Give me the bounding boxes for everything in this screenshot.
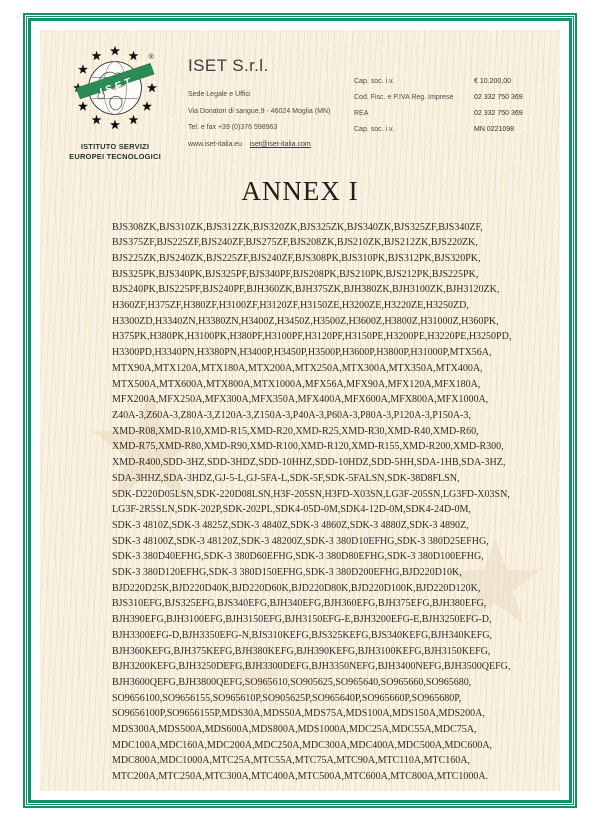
page-border-frame — [23, 13, 577, 808]
code-line: MTX90A,MTX120A,MTX180A,MTX200A,MTX250A,MTX300A,MTX350A,MTX400A, — [112, 362, 483, 374]
company-address-label: Sede Legale e Uffici — [188, 91, 251, 98]
registry-row — [354, 94, 548, 101]
company-info-column — [174, 44, 354, 162]
code-line: H3300PD,H3340PN,H3380PN,H3400P,H3450P,H3500P,H3600P,H3800P,H31000P,MTX56A, — [112, 347, 492, 359]
code-line: BJH3200KEFG,BJH3250DEFG,BJH3300DEFG,BJH3350NEFG,BJH3400NEFG,BJH3500QEFG, — [112, 661, 511, 673]
registry-label: Cap. soc. i.v. — [354, 78, 394, 85]
code-line: BJS308ZK,BJS310ZK,BJS312ZK,BJS320ZK,BJS325ZK,BJS340ZK,BJS325ZF,BJS340ZF, — [112, 221, 483, 233]
code-line: BJH390EFG,BJH3100EFG,BJH3150EFG,BJH3150EFG-E,BJH3200EFG-E,BJH3250EFG-D, — [112, 614, 492, 626]
code-line: H375PK,H380PK,H3100PK,H380PF,H3100PF,H3120PF,H3150PE,H3200PE,H3220PE,H3250PD, — [112, 331, 512, 343]
logo-caption-line2: EUROPEI TECNOLOGICI — [69, 151, 161, 161]
code-line: MDS300A,MDS500A,MDS600A,MDS800A,MDS1000A,MDC25A,MDC55A,MDC75A, — [112, 724, 477, 736]
code-line: MTC200A,MTC250A,MTC300A,MTC400A,MTC500A,MTC600A,MTC800A,MTC1000A. — [112, 771, 489, 783]
code-line: BJS240PK,BJS225PF,BJS240PF,BJH360ZK,BJH375ZK,BJH380ZK,BJH3100ZK,BJH3120ZK, — [112, 284, 500, 296]
company-phone: Tel. e fax +39 (0)376 598963 — [188, 124, 278, 132]
registry-row — [354, 78, 548, 85]
registry-label: REA — [354, 110, 369, 117]
code-line: SO9656100P,SO9656155P,MDS30A,MDS50A,MDS75A,MDS100A,MDS150A,MDS200A, — [112, 708, 485, 720]
company-email-link[interactable]: iset@iset-italia.com — [249, 140, 311, 148]
code-line: MDC100A,MDC160A,MDC200A,MDC250A,MDC300A,MDC400A,MDC500A,MDC600A, — [112, 739, 493, 751]
code-line: BJS310EFG,BJS325EFG,BJS340EFG,BJH340EFG,BJH360EFG,BJH375EFG,BJH380EFG, — [112, 598, 487, 610]
code-line: XMD-R08,XMD-R10,XMD-R15,XMD-R20,XMD-R25,XMD-R30,XMD-R40,XMD-R60, — [112, 425, 479, 437]
logo-caption — [56, 142, 174, 162]
registry-label: Cap. soc. i.v. — [354, 126, 394, 133]
code-line: MTX500A,MTX600A,MTX800A,MTX1000A,MFX56A,MFX90A,MFX120A,MFX180A, — [112, 378, 481, 390]
company-address: Via Donatori di sangue,9 - 46024 Moglia (MN) — [188, 107, 331, 115]
annex-title: ANNEX I — [241, 175, 359, 206]
code-line: H3300ZD,H3340ZN,H3380ZN,H3400Z,H3450Z,H3500Z,H3600Z,H3800Z,H31000Z,H360PK, — [112, 315, 499, 327]
code-line: LG3F-2R5SLN,SDK-202P,SDK-202PL,SDK4-05D-0M,SDK4-12D-0M,SDK4-24D-0M, — [112, 504, 471, 516]
code-line: BJH3600QEFG,BJH3800QEFG,SO965610,SO905625,SO965640,SO965660,SO965680, — [112, 676, 472, 688]
code-line: XMD-R400,SDD-3HZ,SDD-3HDZ,SDD-10HHZ,SDD-10HDZ,SDD-5HH,SDA-1HB,SDA-3HZ, — [112, 457, 506, 469]
code-line: BJH360KEFG,BJH375KEFG,BJH380KEFG,BJH390KEFG,BJH3100KEFG,BJH3150KEFG, — [112, 645, 491, 657]
code-line: BJS375ZF,BJS225ZF,BJS240ZF,BJS275ZF,BJS208ZK,BJS210ZK,BJS212ZK,BJS220ZK, — [112, 237, 478, 249]
iset-globe-logo-icon — [71, 44, 159, 132]
code-line: SDK-3 4810Z,SDK-3 4825Z,SDK-3 4840Z,SDK-3 4860Z,SDK-3 4880Z,SDK-3 4890Z, — [112, 519, 469, 531]
logo-block — [56, 44, 174, 162]
code-line: SDK-D220D05LSN,SDK-220D08LSN,H3F-205SN,H3FD-X03SN,LG3F-205SN,LG3FD-X03SN, — [112, 488, 510, 500]
registry-row — [354, 110, 548, 117]
code-line: MFX200A,MFX250A,MFX300A,MFX350A,MFX400A,MFX600A,MFX800A,MFX1000A, — [112, 394, 489, 406]
registry-value: € 10.200,00 — [474, 78, 511, 85]
logo-banner-text: ISET — [97, 75, 136, 99]
registry-value: 02 332 750 369 — [474, 94, 523, 101]
product-code-list — [112, 220, 512, 785]
company-web-email — [188, 141, 354, 149]
logo-caption-line1: ISTITUTO SERVIZI — [80, 142, 150, 151]
letterhead-paper — [40, 30, 560, 791]
code-line: SDA-3HHZ,SDA-3HDZ,GJ-5-L,GJ-5FA-L,SDK-5F,SDK-5FALSN,SDK-38D8FLSN, — [112, 472, 460, 484]
code-line: SDK-3 48100Z,SDK-3 48120Z,SDK-3 48200Z,SDK-3 380D10EFHG,SDK-3 380D25EFHG, — [112, 535, 489, 547]
code-line: SDK-3 380D40EFHG,SDK-3 380D60EFHG,SDK-3 380D80EFHG,SDK-3 380D100EFHG, — [112, 551, 484, 563]
registry-row — [354, 126, 548, 133]
registry-label: Cod. Fisc. e P.IVA Reg. Imprese — [354, 94, 454, 101]
code-line: BJH3300EFG-D,BJH3350EFG-N,BJS310KEFG,BJS325KEFG,BJS340KEFG,BJH340KEFG, — [112, 629, 493, 641]
registry-value: 02 332 750 369 — [474, 110, 523, 117]
code-line: SDK-3 380D120EFHG,SDK-3 380D150EFHG,SDK-3 380D200EFHG,BJD220D10K, — [112, 567, 462, 579]
code-line: XMD-R75,XMD-R80,XMD-R90,XMD-R100,XMD-R120,XMD-R155,XMD-R200,XMD-R300, — [112, 441, 504, 453]
code-line: Z40A-3,Z60A-3,Z80A-3,Z120A-3,Z150A-3,P40A-3,P60A-3,P80A-3,P120A-3,P150A-3, — [112, 409, 471, 421]
code-line: BJS325PK,BJS340PK,BJS325PF,BJS340PF,BJS208PK,BJS210PK,BJS212PK,BJS225PK, — [112, 268, 479, 280]
company-name: ISET S.r.l. — [188, 56, 269, 75]
code-line: BJS225ZK,BJS240ZK,BJS225ZF,BJS240ZF,BJS308PK,BJS310PK,BJS312PK,BJS320PK, — [112, 252, 481, 264]
registered-mark: ® — [148, 53, 154, 61]
code-line: SO9656100,SO9656155,SO965610P,SO905625P,SO965640P,SO965660P,SO965680P, — [112, 692, 462, 704]
code-line: MDC800A,MDC1000A,MTC25A,MTC55A,MTC75A,MTC90A,MTC110A,MTC160A, — [112, 755, 470, 767]
letterhead-header — [40, 30, 560, 162]
company-website: www.iset-italia.eu — [188, 140, 243, 148]
code-line: H360ZF,H375ZF,H380ZF,H3100ZF,H3120ZF,H3150ZE,H3200ZE,H3220ZE,H3250ZD, — [112, 300, 469, 312]
registry-column — [354, 44, 548, 162]
code-line: BJD220D25K,BJD220D40K,BJD220D60K,BJD220D80K,BJD220D100K,BJD220D120K, — [112, 582, 481, 594]
registry-value: MN 0221098 — [474, 126, 515, 133]
